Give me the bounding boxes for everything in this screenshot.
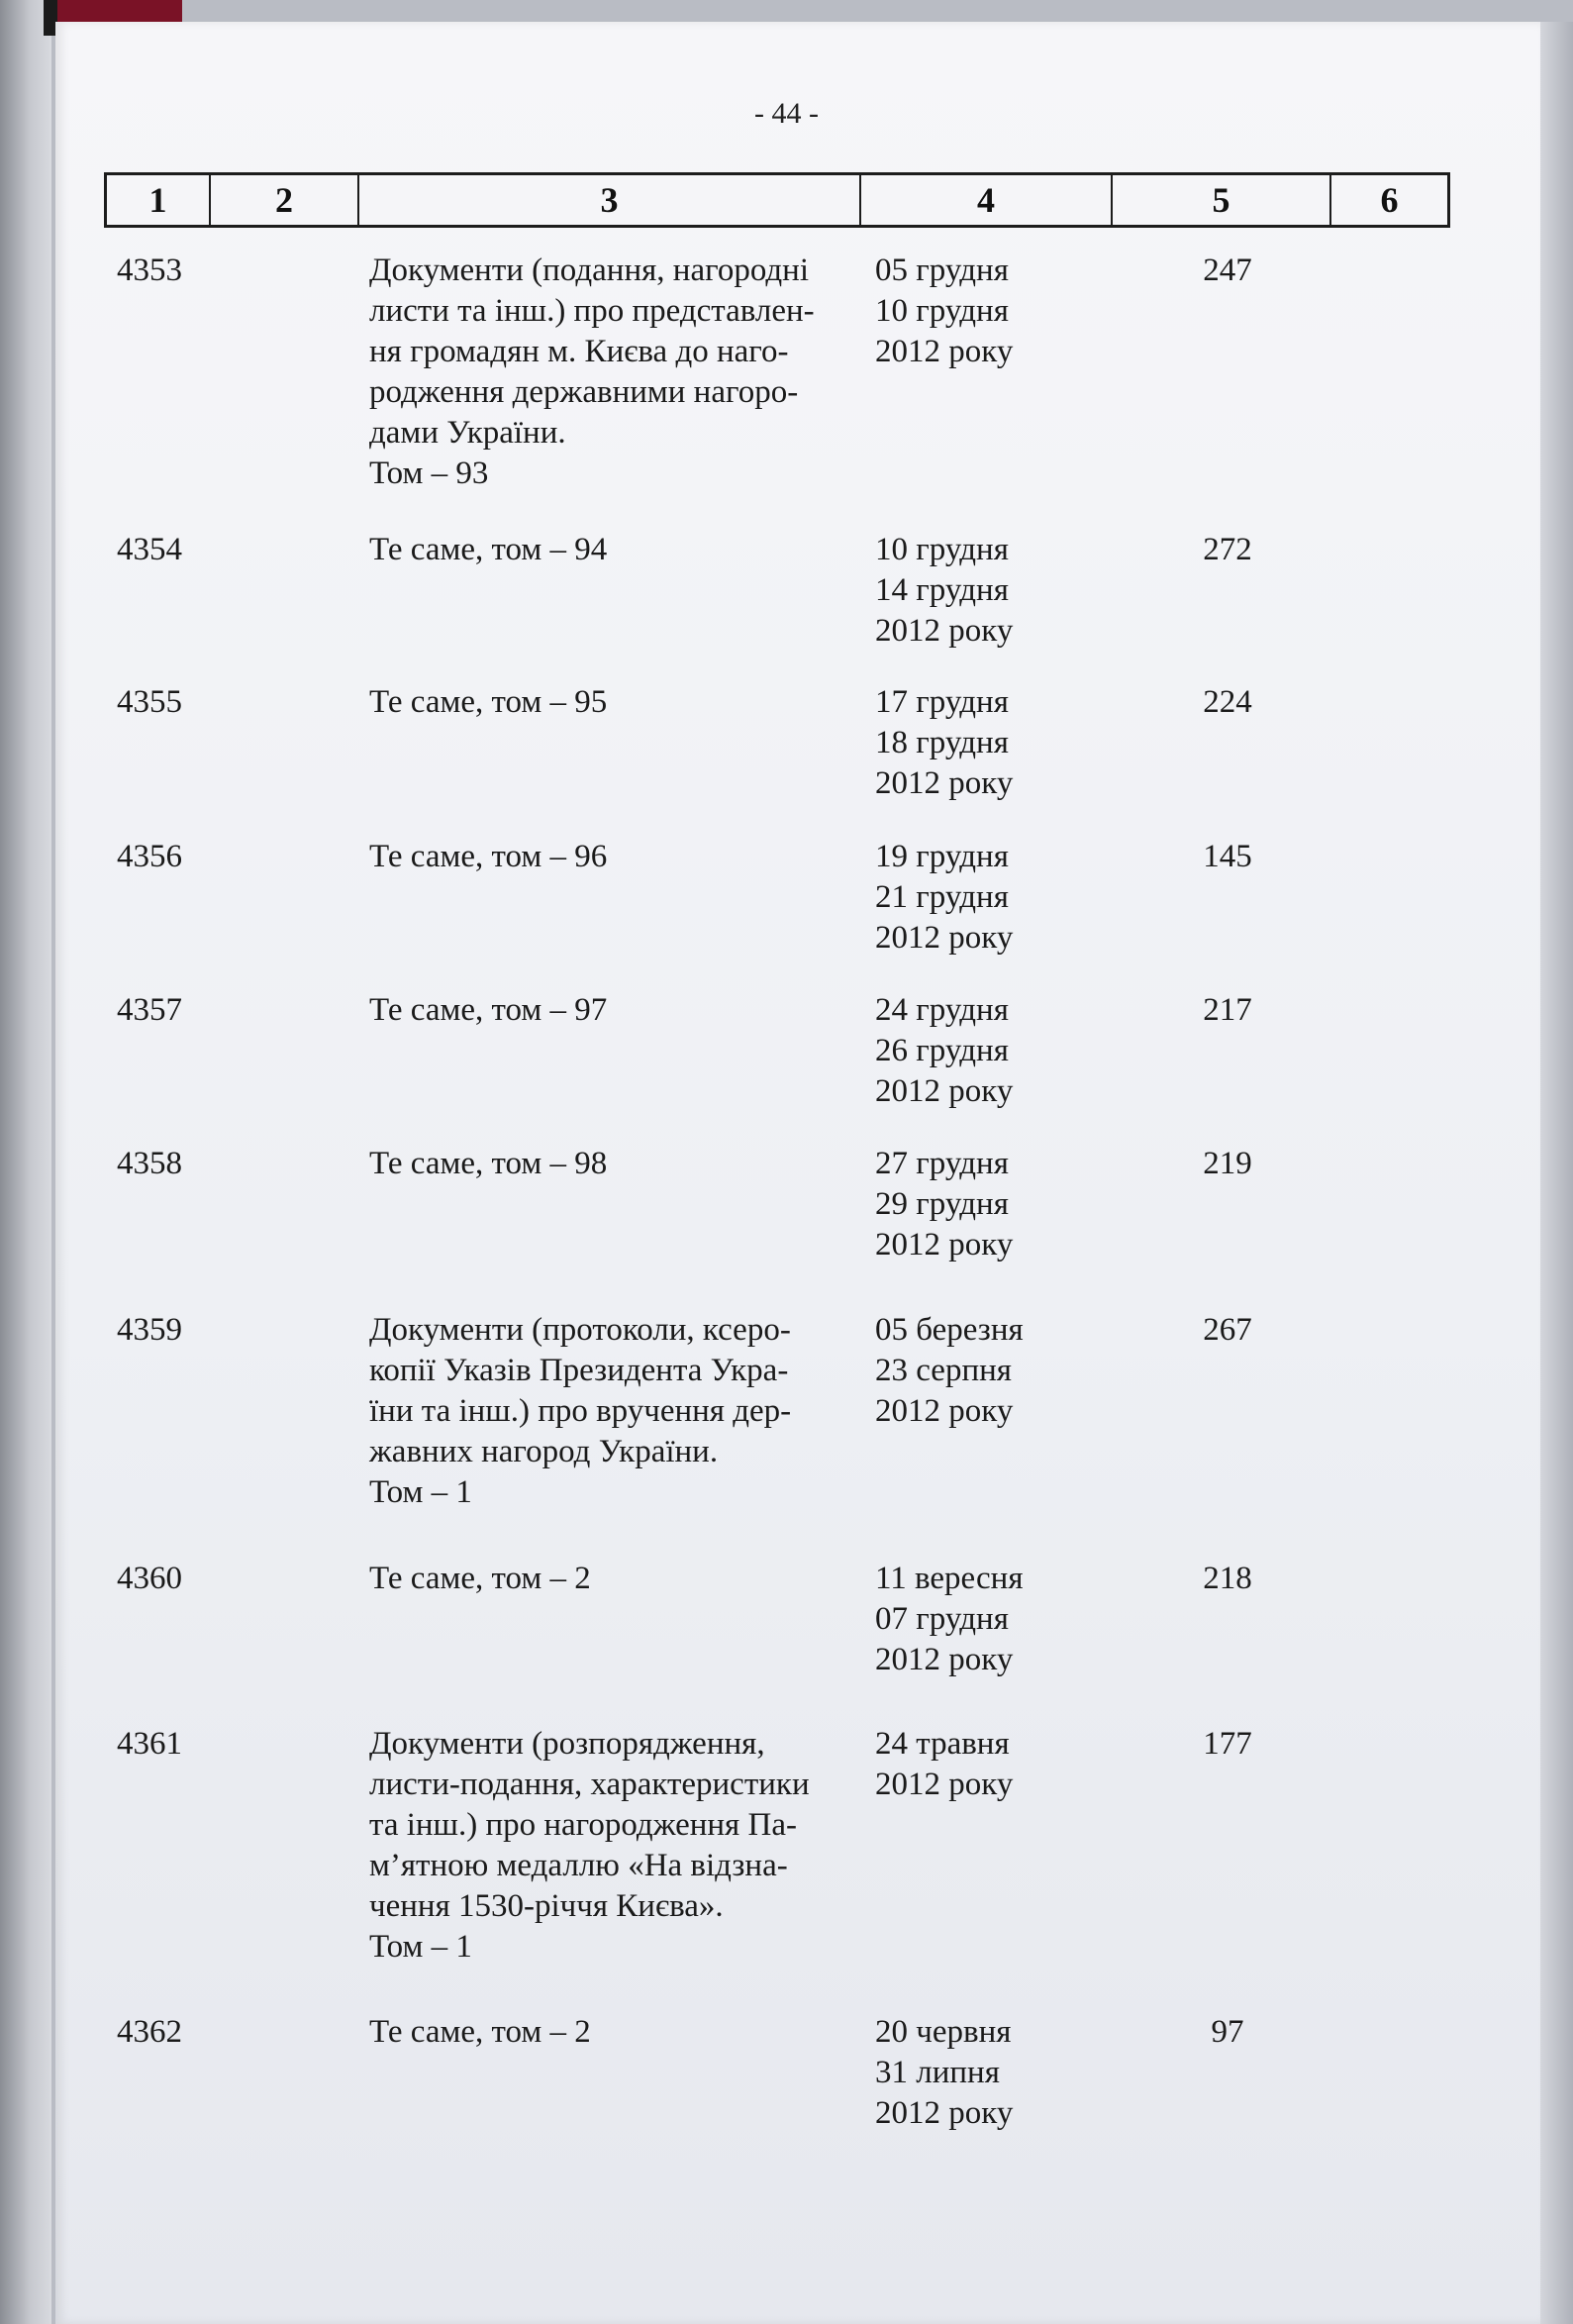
entry-number: 4356: [117, 839, 182, 874]
entry-dates: 27 грудня 29 грудня 2012 року: [875, 1146, 1014, 1263]
entry-sheet-count: 219: [1203, 1146, 1252, 1181]
entry-description: Документи (протоколи, ксеро- копії Указів Президента Укра- їни та інш.) про вручення дер- жавних нагород України. Том – 1: [369, 1312, 792, 1510]
column-header-6: 6: [1380, 180, 1399, 220]
column-header-5: 5: [1113, 175, 1331, 225]
entry-description: Те саме, том – 94: [369, 532, 608, 567]
entry-dates: 20 червня 31 липня 2012 року: [875, 2014, 1014, 2131]
entry-description: Документи (подання, нагородні листи та інш.) про представлен- ня громадян м. Києва до наго- родження державними нагоро- дами України. Том – 93: [369, 253, 815, 491]
column-header-row: [104, 172, 1450, 228]
entry-sheet-count: 97: [1211, 2014, 1244, 2050]
entry-number: 4362: [117, 2014, 182, 2050]
entry-description: Документи (розпорядження, листи-подання, характеристики та інш.) про нагородження Па- м’ятною медаллю «На відзна- чення 1530-річчя Києва». Том – 1: [369, 1726, 810, 1965]
entry-number: 4355: [117, 684, 182, 720]
entry-sheet-count: 177: [1203, 1726, 1252, 1762]
binding-spine: [0, 0, 51, 2324]
entry-description: Те саме, том – 2: [369, 1561, 591, 1596]
entry-description: Те саме, том – 2: [369, 2014, 591, 2050]
entry-number: 4359: [117, 1312, 182, 1348]
entry-description: Те саме, том – 96: [369, 839, 608, 874]
entry-sheet-count: 218: [1203, 1561, 1252, 1596]
entry-dates: 19 грудня 21 грудня 2012 року: [875, 839, 1014, 956]
entry-number: 4353: [117, 253, 182, 288]
entry-sheet-count: 224: [1203, 684, 1252, 720]
entry-number: 4361: [117, 1726, 182, 1762]
entry-dates: 24 травня 2012 року: [875, 1726, 1014, 1802]
entry-dates: 11 вересня 07 грудня 2012 року: [875, 1561, 1024, 1677]
column-header-2: 2: [211, 175, 359, 225]
entry-description: Те саме, том – 95: [369, 684, 608, 720]
column-header-4: 4: [861, 175, 1113, 225]
entry-sheet-count: 272: [1203, 532, 1252, 567]
entry-description: Те саме, том – 97: [369, 992, 608, 1028]
entry-description: Те саме, том – 98: [369, 1146, 608, 1181]
entry-sheet-count: 217: [1203, 992, 1252, 1028]
column-header-3: 3: [359, 175, 861, 225]
entry-dates: 05 березня 23 серпня 2012 року: [875, 1312, 1024, 1429]
entry-number: 4354: [117, 532, 182, 567]
page-edge: [1540, 22, 1573, 2324]
entry-number: 4357: [117, 992, 182, 1028]
entry-dates: 10 грудня 14 грудня 2012 року: [875, 532, 1014, 649]
entry-sheet-count: 247: [1203, 253, 1252, 288]
entry-sheet-count: 267: [1203, 1312, 1252, 1348]
entry-number: 4358: [117, 1146, 182, 1181]
column-header-1: 1: [107, 175, 211, 225]
entry-dates: 17 грудня 18 грудня 2012 року: [875, 684, 1014, 801]
entry-dates: 24 грудня 26 грудня 2012 року: [875, 992, 1014, 1109]
entry-dates: 05 грудня 10 грудня 2012 року: [875, 253, 1014, 369]
page-number: - 44 -: [754, 97, 819, 130]
entry-sheet-count: 145: [1203, 839, 1252, 874]
entry-number: 4360: [117, 1561, 182, 1596]
